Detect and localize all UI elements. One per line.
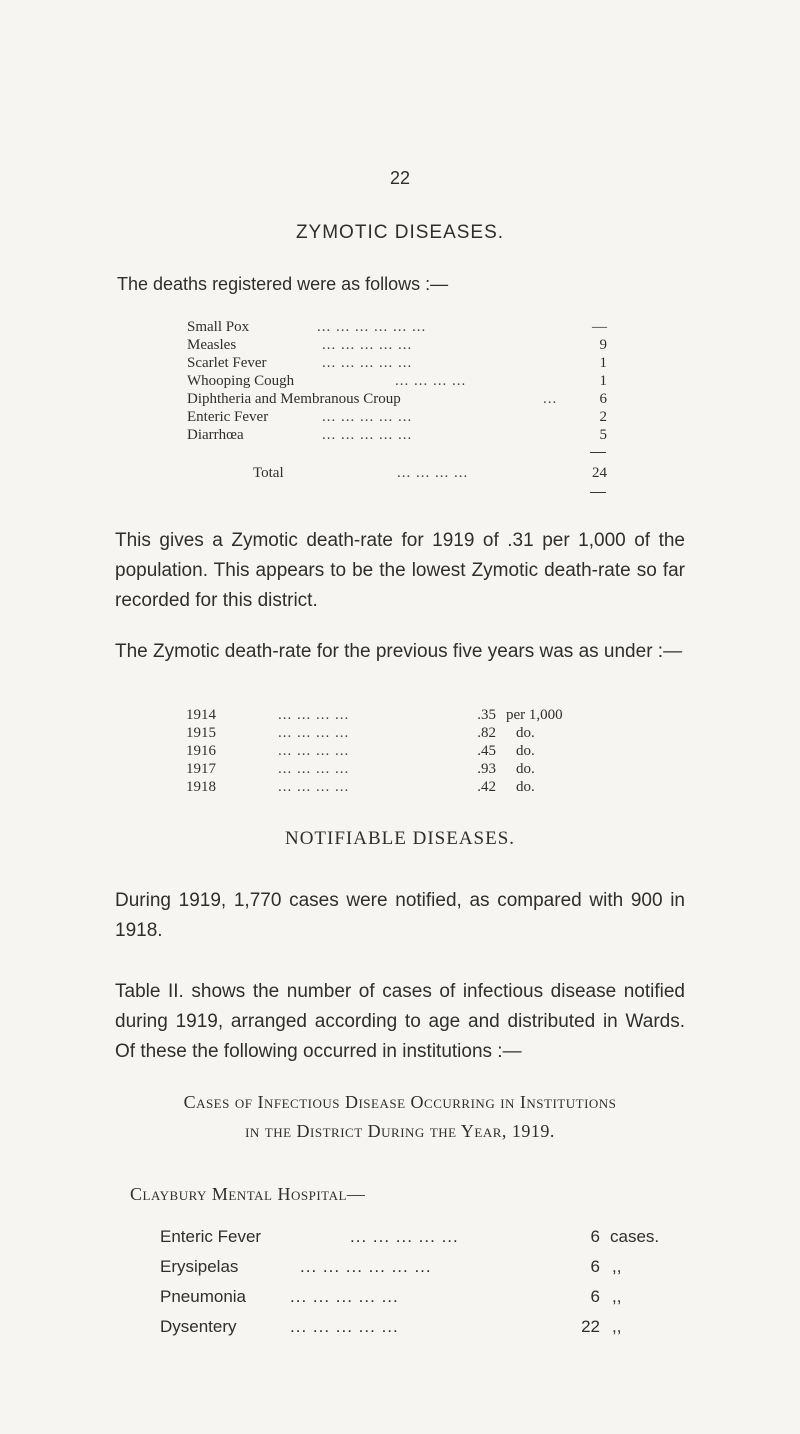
leader-dots: ... ... ... ...: [397, 465, 469, 481]
leader-dots: ... ... ... ...: [278, 707, 350, 723]
leader-dots: ... ... ... ...: [395, 373, 467, 389]
table-two-paragraph: Table II. shows the number of cases of infectious disease notified during 1919, arranged according to age and distributed in Wards. Of these the following occurred in institutions :—: [115, 981, 685, 1062]
case-disease: Pneumonia: [160, 1287, 247, 1306]
rate-value: .45: [477, 743, 496, 759]
death-count: 6: [599, 391, 607, 407]
list-item: [160, 1255, 700, 1279]
disease-label: Whooping Cough: [187, 373, 295, 389]
rate-unit: do.: [516, 779, 535, 795]
total-row: [187, 463, 607, 483]
institutions-subheading-line2: in the District During the Year, 1919.: [245, 1121, 555, 1141]
case-unit: cases.: [610, 1227, 660, 1246]
case-disease: Enteric Fever: [160, 1227, 262, 1246]
case-disease: Dysentery: [160, 1317, 237, 1336]
year-label: 1917: [186, 761, 216, 777]
institution-name: Claybury Mental Hospital—: [130, 1184, 366, 1204]
zymotic-heading: ZYMOTIC DISEASES.: [295, 222, 505, 243]
case-unit: ,,: [612, 1287, 622, 1306]
table-row: [186, 705, 586, 725]
leader-dots: ... ... ... ... ...: [322, 427, 413, 443]
table-row: [187, 425, 607, 445]
death-count: 2: [599, 409, 607, 425]
disease-label: Diarrhœa: [187, 427, 244, 443]
institutions-subheading-line1: Cases of Infectious Disease Occurring in Institutions: [183, 1092, 617, 1112]
notifiable-heading: NOTIFIABLE DISEASES.: [284, 828, 516, 849]
rate-unit: do.: [516, 725, 535, 741]
leader-dots: ... ... ... ... ...: [322, 337, 413, 353]
table-row: [187, 317, 607, 337]
case-unit: ,,: [612, 1257, 622, 1276]
disease-label: Diphtheria and Membranous Croup: [187, 391, 401, 407]
table-row: [187, 389, 607, 409]
zymotic-intro: The deaths registered were as follows :—: [117, 274, 449, 294]
table-row: [186, 759, 586, 779]
death-count: —: [592, 319, 607, 335]
total-value: 24: [592, 465, 607, 481]
zymotic-rate-paragraph: This gives a Zymotic death-rate for 1919 of .31 per 1,000 of the population. This appears to be the lowest Zymotic death-rate so far recorded for this district.: [115, 530, 685, 611]
total-rule-bottom: [590, 492, 606, 493]
case-count: 22: [581, 1317, 600, 1336]
list-item: [160, 1315, 700, 1339]
rate-value: .35: [477, 707, 496, 723]
notified-cases-paragraph: During 1919, 1,770 cases were notified, as compared with 900 in 1918.: [115, 890, 685, 941]
list-item: [160, 1285, 700, 1309]
table-row: [187, 335, 607, 355]
case-count: 6: [590, 1257, 600, 1276]
year-label: 1915: [186, 725, 216, 741]
leader-dots: ... ... ... ... ... ...: [300, 1257, 432, 1276]
total-rule-top: [590, 452, 606, 453]
rate-unit: do.: [516, 743, 535, 759]
year-label: 1918: [186, 779, 216, 795]
leader-dots: ... ... ... ... ...: [290, 1287, 399, 1306]
disease-label: Enteric Fever: [187, 409, 269, 425]
leader-dots: ...: [543, 391, 558, 407]
leader-dots: ... ... ... ...: [278, 761, 350, 777]
case-unit: ,,: [612, 1317, 622, 1336]
case-count: 6: [590, 1227, 600, 1246]
leader-dots: ... ... ... ... ...: [322, 355, 413, 371]
table-row: [186, 777, 586, 797]
leader-dots: ... ... ... ... ...: [290, 1317, 399, 1336]
rate-unit: do.: [516, 761, 535, 777]
previous-years-paragraph: The Zymotic death-rate for the previous five years was as under :—: [115, 641, 683, 662]
table-row: [187, 407, 607, 427]
case-disease: Erysipelas: [160, 1257, 239, 1276]
death-count: 1: [599, 355, 607, 371]
table-row: [186, 741, 586, 761]
disease-label: Scarlet Fever: [187, 355, 267, 371]
year-label: 1916: [186, 743, 216, 759]
death-count: 1: [599, 373, 607, 389]
leader-dots: ... ... ... ... ...: [322, 409, 413, 425]
disease-label: Measles: [187, 337, 237, 353]
rate-unit: per 1,000: [506, 707, 563, 723]
page-number: 22: [389, 168, 411, 188]
rate-value: .42: [477, 779, 496, 795]
leader-dots: ... ... ... ...: [278, 725, 350, 741]
leader-dots: ... ... ... ...: [278, 779, 350, 795]
disease-label: Small Pox: [187, 319, 250, 335]
death-count: 5: [599, 427, 607, 443]
year-label: 1914: [186, 707, 216, 723]
table-row: [187, 353, 607, 373]
leader-dots: ... ... ... ... ... ...: [317, 319, 427, 335]
case-count: 6: [590, 1287, 600, 1306]
death-count: 9: [599, 337, 607, 353]
rate-value: .93: [477, 761, 496, 777]
total-label: Total: [253, 465, 284, 481]
table-row: [187, 371, 607, 391]
leader-dots: ... ... ... ... ...: [350, 1227, 459, 1246]
table-row: [186, 723, 586, 743]
list-item: [160, 1225, 700, 1249]
leader-dots: ... ... ... ...: [278, 743, 350, 759]
rate-value: .82: [477, 725, 496, 741]
